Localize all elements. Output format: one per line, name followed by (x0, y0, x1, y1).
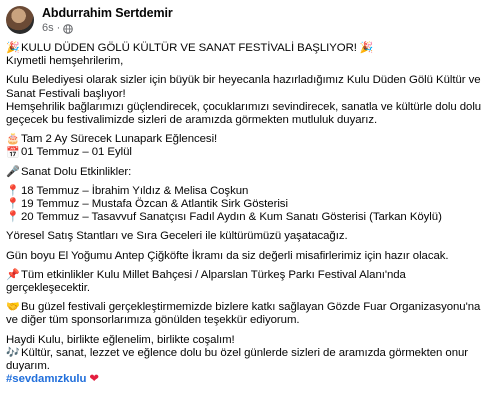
timestamp[interactable]: 6s (42, 22, 54, 34)
hashtag-line (6, 373, 486, 386)
intro-paragraph: Kulu Belediyesi olarak sizler için büyük bir heyecanla hazırladığımız Kulu Düden Gölü Kültür ve Sanat Festivali başlıyor! (6, 74, 481, 100)
red-pin-icon: 📍 (6, 184, 20, 197)
lunapark-title: Tam 2 Ay Sürecek Lunapark Eğlencesi! (21, 133, 218, 146)
timestamp-row (42, 22, 173, 35)
event-item (6, 198, 486, 211)
birthday-cake-icon: 🎂 (6, 133, 20, 146)
party-popper-icon: 🎉 (359, 42, 374, 55)
post-body (6, 42, 486, 386)
party-popper-icon: 🎉 (6, 42, 20, 55)
events-title-line (6, 166, 486, 179)
microphone-icon: 🎤 (6, 165, 20, 178)
post-header (6, 6, 173, 35)
thanks-text: Bu güzel festivali gerçekleştirmemizde bizlere katkı sağlayan Gözde Fuar Organizasyonu'na ve diğer tüm sponsorlarımıza gönülden teşekkür ediyorum. (6, 301, 481, 327)
lunapark-dates-line (6, 146, 486, 159)
event-text: 20 Temmuz – Tasavvuf Sanatçısı Fadıl Aydın & Kum Sanatı Gösterisi (Tarkan Köylü) (21, 211, 442, 224)
author-name[interactable]: Abdurrahim Sertdemir (42, 6, 173, 20)
hashtag-link[interactable]: #sevdamızkulu (6, 373, 87, 386)
musical-notes-icon: 🎶 (6, 346, 20, 359)
red-pin-icon: 📍 (6, 198, 20, 211)
closing-text: Kültür, sanat, lezzet ve eğlence dolu bu özel günlerde sizleri de aramızda görmekten onur duyarım. (6, 346, 469, 373)
stands-text: Yöresel Satış Stantları ve Sıra Geceleri ile kültürümüzü yaşatacağız. (6, 230, 348, 243)
thanks-line (6, 301, 486, 327)
post-meta (42, 6, 173, 35)
venue-line (6, 269, 486, 295)
lunapark-dates: 01 Temmuz – 01 Eylül (21, 146, 132, 159)
event-item (6, 211, 486, 224)
event-text: 18 Temmuz – İbrahim Yıldız & Melisa Coşkun (21, 184, 249, 197)
food-text: Gün boyu El Yoğumu Antep Çiğköfte İkramı da siz değerli misafirlerimiz için hazır olacak. (6, 249, 449, 262)
lunapark-line (6, 133, 486, 146)
post-title-line (6, 42, 486, 55)
pushpin-icon: 📌 (6, 268, 20, 281)
venue-text: Tüm etkinlikler Kulu Millet Bahçesi / Alparslan Türkeş Parkı Festival Alanı'nda gerçekleşecektir. (6, 268, 406, 295)
event-item (6, 185, 486, 198)
globe-icon[interactable] (63, 24, 73, 34)
red-heart-icon: ❤ (89, 373, 99, 386)
separator-dot: · (56, 22, 61, 34)
avatar[interactable] (6, 6, 34, 34)
calendar-icon: 📅 (6, 146, 20, 159)
events-title: Sanat Dolu Etkinlikler: (21, 165, 132, 178)
greeting: Kıymetli hemşehrilerim, (6, 55, 124, 68)
closing-line (6, 347, 486, 373)
festival-paragraph: Hemşehrilik bağlarımızı güçlendirecek, çocuklarımızı sevindirecek, sanatla ve kültürle dolu dolu geçecek bu festivalimizde sizleri de aramızda görmekten mutluluk duyarız. (6, 100, 482, 127)
invite-text: Haydi Kulu, birlikte eğlenelim, birlikte coşalım! (6, 333, 235, 346)
post-title: KULU DÜDEN GÖLÜ KÜLTÜR VE SANAT FESTİVALİ BAŞLIYOR! (21, 42, 357, 54)
handshake-icon: 🤝 (6, 301, 20, 314)
red-pin-icon: 📍 (6, 211, 20, 224)
event-text: 19 Temmuz – Mustafa Özcan & Atlantik Sirk Gösterisi (21, 198, 288, 211)
